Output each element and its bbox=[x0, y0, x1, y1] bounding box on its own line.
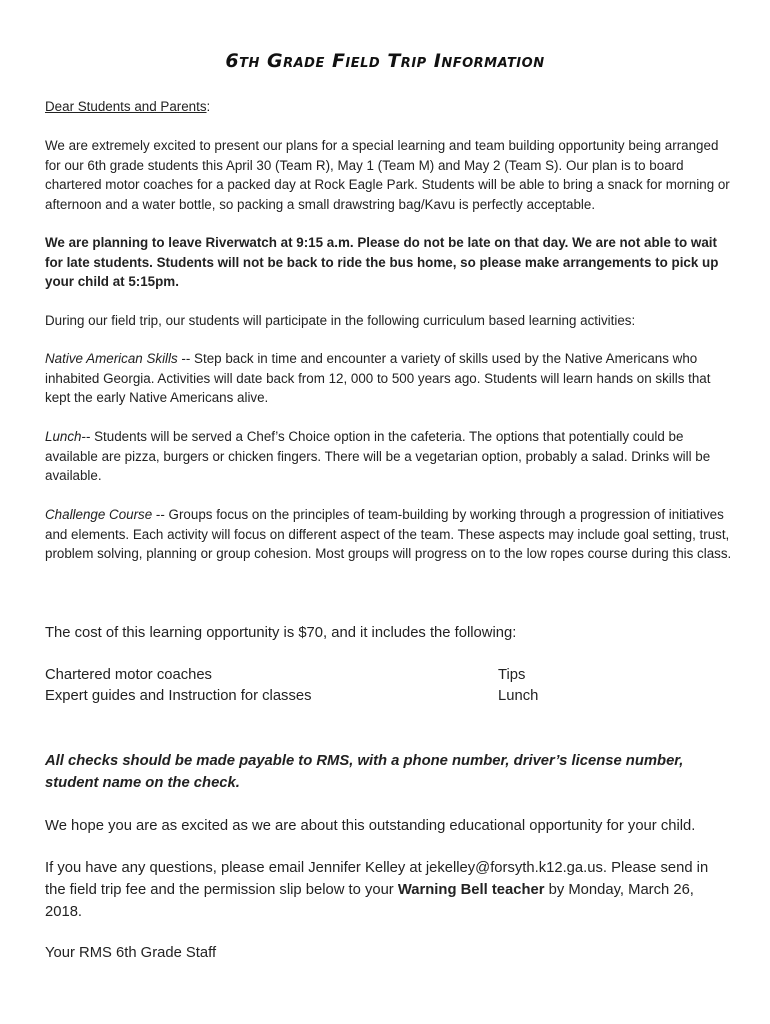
activity-name: Native American Skills bbox=[45, 351, 178, 366]
checks-note: All checks should be made payable to RMS, with a phone number, driver’s license number, student name on the check. bbox=[45, 753, 684, 791]
activity-description: -- Students will be served a Chef’s Choice option in the cafeteria. The options that potentially could be available are pizza, burgers or chicken fingers. There will be a vegetarian option, probably a salad. Drinks will be available. bbox=[45, 429, 711, 483]
page-title: 6th Grade Field Trip Information bbox=[225, 50, 545, 72]
activity-challenge-course bbox=[45, 505, 735, 564]
warning-bell-teacher: Warning Bell teacher bbox=[397, 882, 545, 898]
includes-item: Chartered motor coaches bbox=[45, 667, 212, 683]
intro-paragraph: We are extremely excited to present our plans for a special learning and team building opportunity being arranged for our 6th grade students this April 30 (Team R), May 1 (Team M) and May 2 (Team S). Our plan is to board chartered motor coaches for a packed day at Rock Eagle Park. Students will be able to bring a snack for morning or afternoon and a water bottle, so packing a small drawstring bag/Kavu is perfectly acceptable. bbox=[45, 138, 730, 212]
cost-paragraph: The cost of this learning opportunity is $70, and it includes the following: bbox=[45, 625, 517, 641]
questions-deadline: by Monday, March 26, 2018. bbox=[45, 882, 694, 920]
hope-paragraph: We hope you are as excited as we are about this outstanding educational opportunity for your child. bbox=[45, 818, 696, 834]
includes-item: Lunch bbox=[498, 688, 539, 704]
activity-description: -- Groups focus on the principles of team-building by working through a progression of initiatives and elements. Each activity will focus on different aspect of the team. These aspects may include goal setting, trust, problem solving, planning or group cohesion. Most groups will progress on to the low ropes course during this class. bbox=[45, 507, 732, 561]
activities-intro: During our field trip, our students will participate in the following curriculum based learning activities: bbox=[45, 313, 636, 328]
greeting bbox=[45, 97, 735, 117]
questions-text: If you have any questions, please email Jennifer Kelley at jekelley@forsyth.k12.ga.us. Please send in the field trip fee and the permission slip below to your bbox=[45, 860, 709, 898]
questions-paragraph bbox=[45, 857, 727, 923]
includes-item: Tips bbox=[498, 667, 526, 683]
signoff: Your RMS 6th Grade Staff bbox=[45, 945, 217, 961]
activity-lunch bbox=[45, 427, 735, 486]
greeting-colon: : bbox=[206, 99, 211, 114]
activity-description: -- Step back in time and encounter a variety of skills used by the Native Americans who inhabited Georgia. Activities will date back from 12, 000 to 500 years ago. Students will learn hands on skills that kept the early Native Americans alive. bbox=[45, 351, 711, 405]
greeting-text: Dear Students and Parents bbox=[45, 99, 207, 114]
includes-item: Expert guides and Instruction for classes bbox=[45, 688, 312, 704]
activity-name: Challenge Course bbox=[45, 507, 153, 522]
activity-name: Lunch bbox=[45, 429, 82, 444]
activity-native-american-skills bbox=[45, 349, 735, 408]
departure-paragraph: We are planning to leave Riverwatch at 9:15 a.m. Please do not be late on that day. We are not able to wait for late students. Students will not be back to ride the bus home, so please make arrangements to pick up your child at 5:15pm. bbox=[45, 235, 719, 289]
